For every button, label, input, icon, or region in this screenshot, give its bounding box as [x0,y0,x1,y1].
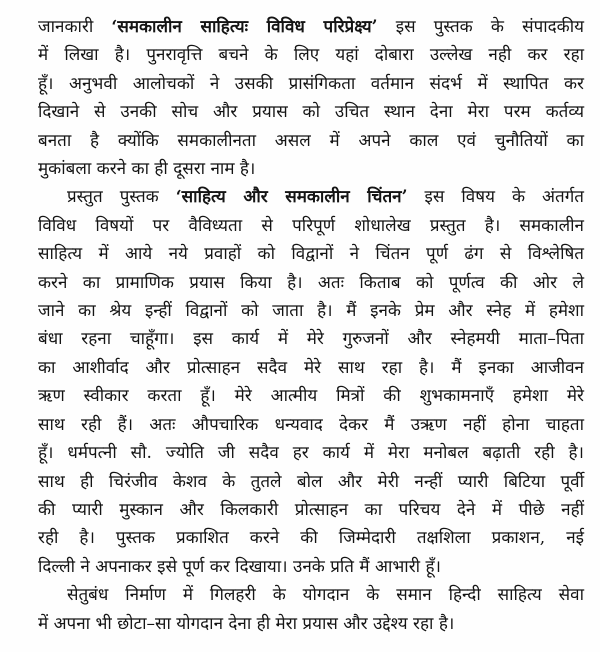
text-line [38,155,584,183]
text-segment: मुकांबला करने का ही दूसरा नाम है। [38,159,256,180]
text-segment: सेतुबंध निर्माण में गिलहरी के योगदान के समान हिन्दी साहित्य सेवा [67,585,584,606]
text-line [38,98,584,126]
text-segment: में लिखा है। पुनरावृत्ति बचने के लिए यहां दोबारा उल्लेख नही कर रहा [38,45,584,66]
text-segment: दिल्ली ने अपनाकर इसे पूर्ण कर दिखाया। उनके प्रति मैं आभारी हूँ। [38,556,441,577]
text-line [38,524,584,552]
text-line [38,610,584,638]
text-segment: करने का प्रामाणिक प्रयास किया है। अतः किताब को पूर्णत्व की ओर ले [38,272,584,293]
text-line [38,269,584,297]
text-line [38,41,584,69]
text-line [38,13,584,41]
text-segment: की प्यारी मुस्कान और किलकारी प्रोत्साहन का परिचय देने में पीछे नहीं [38,499,584,520]
text-segment: इस पुस्तक के संपादकीय [377,17,584,37]
text-segment: साथ ही चिरंजीव केशव के तुतले बोल और मेरी नन्हीं प्यारी बिटिया पूर्वी [38,471,584,492]
text-segment: जानकारी [38,17,112,37]
text-segment: दिखाने से उनकी सोच और प्रयास को उचित स्थान देना मेरा परम कर्तव्य [38,102,584,123]
text-line [38,468,584,496]
book-title-emphasis: ‘साहित्य और समकालीन चिंतन’ [175,187,408,208]
text-line [38,297,584,325]
text-segment: ऋण स्वीकार करता हूँ। मेरे आत्मीय मित्रों की शुभकामनाएँ हमेशा मेरे [38,386,584,407]
text-segment: प्रस्तुत पुस्तक [67,187,176,208]
text-segment: हूँ। धर्मपत्नी सौ. ज्योति जी सदैव हर कार्य में मेरा मनोबल बढ़ाती रही है। [38,443,584,464]
text-line [38,496,584,524]
text-segment: बनता है क्योंकि समकालीनता असल में अपने काल एवं चुनौतियों का [38,130,584,151]
text-line [38,581,584,609]
text-segment: विविध विषयों पर वैविध्यता से परिपूर्ण शोधालेख प्रस्तुत है। समकालीन [38,215,584,236]
page-text [38,13,584,638]
book-title-emphasis: ‘समकालीन साहित्यः विविध परिप्रेक्ष्य’ [111,17,378,37]
text-line [38,325,584,353]
text-segment: हूँ। अनुभवी आलोचकों ने उसकी प्रासंगिकता वर्तमान संदर्भ में स्थापित कर [38,73,584,94]
text-line [38,183,584,211]
text-line [38,212,584,240]
text-segment: का आशीर्वाद और प्रोत्साहन सदैव मेरे साथ रहा है। मैं इनका आजीवन [38,357,584,378]
text-segment: इस विषय के अंतर्गत [407,187,584,208]
text-segment: साथ रही हैं। अतः औपचारिक धन्यवाद देकर मैं उऋण नहीं होना चाहता [38,414,584,435]
paragraph [38,13,584,183]
text-segment: जाने का श्रेय इन्हीं विद्वानों को जाता है। मैं इनके प्रेम और स्नेह में हमेशा [38,301,584,322]
text-line [38,439,584,467]
text-segment: रही है। पुस्तक प्रकाशित करने की जिम्मेदारी तक्षशिला प्रकाशन, नई [38,528,584,549]
paragraph [38,183,584,581]
text-segment: में अपना भी छोटा–सा योगदान देना ही मेरा प्रयास और उद्देश्य रहा है। [38,613,455,634]
text-line [38,70,584,98]
text-line [38,382,584,410]
text-line [38,240,584,268]
text-segment: साहित्य में आये नये प्रवाहों को विद्वानों ने चिंतन पूर्ण ढंग से विश्लेषित [38,244,584,265]
text-line [38,411,584,439]
text-line [38,127,584,155]
text-line [38,354,584,382]
text-line [38,553,584,581]
text-segment: बंधा रहना चाहूँगा। इस कार्य में मेरे गुरुजनों और स्नेहमयी माता–पिता [38,329,584,350]
paragraph [38,581,584,638]
